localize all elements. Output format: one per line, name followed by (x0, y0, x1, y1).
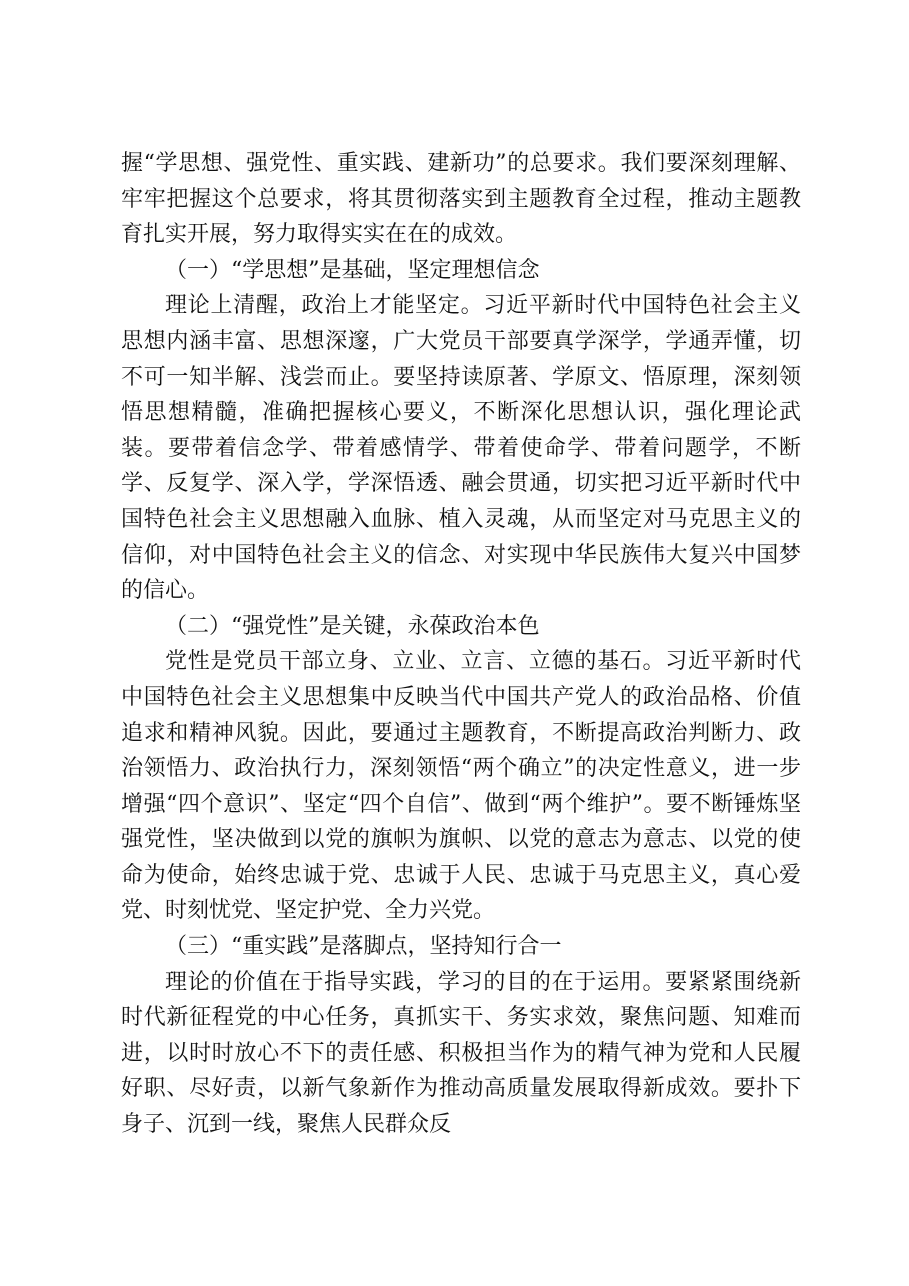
section-heading-2: （二）“强党性”是关键，永葆政治本色 (165, 613, 540, 639)
section-heading-1: （一）“学思想”是基础，坚定理想信念 (165, 257, 540, 283)
paragraph-continuation: 握“学思想、强党性、重实践、建新功”的总要求。我们要深刻理解、牢牢把握这个总要求，将其贯彻落实到主题教育全过程，推动主题教育扎实开展，努力取得实实在在的成效。 (121, 151, 801, 248)
paragraph-2: 党性是党员干部立身、立业、立言、立德的基石。习近平新时代中国特色社会主义思想集中反映当代中国共产党人的政治品格、价值追求和精神风貌。因此，要通过主题教育，不断提高政治判断力、政治领悟力、政治执行力，深刻领悟“两个确立”的决定性意义，进一步增强“四个意识”、坚定“四个自信”、做到“两个维护”。要不断锤炼坚强党性，坚决做到以党的旗帜为旗帜、以党的意志为意志、以党的使命为使命，始终忠诚于党、忠诚于人民、忠诚于马克思主义，真心爱党、时刻忧党、坚定护党、全力兴党。 (121, 649, 801, 924)
document-body (121, 146, 801, 1143)
paragraph-1: 理论上清醒，政治上才能坚定。习近平新时代中国特色社会主义思想内涵丰富、思想深邃，广大党员干部要真学深学，学通弄懂，切不可一知半解、浅尝而止。要坚持读原著、学原文、悟原理，深刻领悟思想精髓，准确把握核心要义，不断深化思想认识，强化理论武装。要带着信念学、带着感情学、带着使命学、带着问题学，不断学、反复学、深入学，学深悟透、融会贯通，切实把习近平新时代中国特色社会主义思想融入血脉、植入灵魂，从而坚定对马克思主义的信仰，对中国特色社会主义的信念、对实现中华民族伟大复兴中国梦的信心。 (121, 293, 801, 604)
section-heading-3: （三）“重实践”是落脚点，坚持知行合一 (165, 934, 562, 960)
paragraph-3: 理论的价值在于指导实践，学习的目的在于运用。要紧紧围绕新时代新征程党的中心任务，真抓实干、务实求效，聚焦问题、知难而进，以时时放心不下的责任感、积极担当作为的精气神为党和人民履好职、尽好责，以新气象新作为推动高质量发展取得新成效。要扑下身子、沉到一线，聚焦人民群众反 (121, 969, 801, 1138)
